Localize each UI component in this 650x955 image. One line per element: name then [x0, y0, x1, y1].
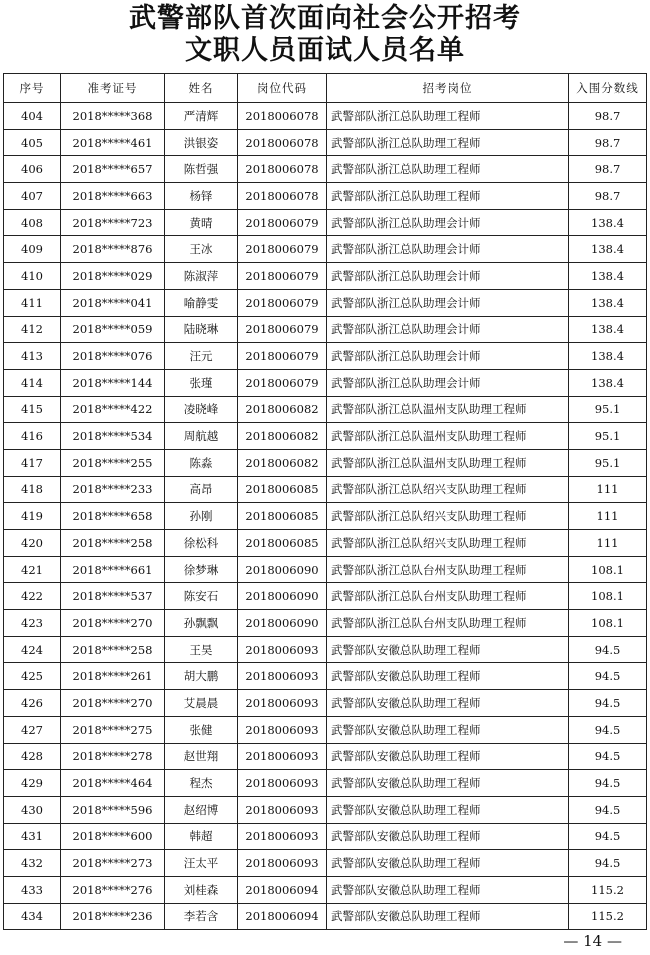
cell-exam-no: 2018*****276: [61, 876, 165, 903]
cell-seq: 419: [4, 503, 61, 530]
cell-name: 王冰: [165, 236, 238, 263]
cell-seq: 433: [4, 876, 61, 903]
cell-post-code: 2018006093: [238, 823, 327, 850]
cell-position: 武警部队安徽总队助理工程师: [327, 823, 569, 850]
table-row: [4, 129, 647, 156]
cell-post-code: 2018006079: [238, 209, 327, 236]
cell-seq: 424: [4, 636, 61, 663]
cell-cutoff: 94.5: [569, 823, 647, 850]
cell-exam-no: 2018*****076: [61, 343, 165, 370]
cell-position: 武警部队安徽总队助理工程师: [327, 903, 569, 930]
cell-post-code: 2018006093: [238, 716, 327, 743]
cell-post-code: 2018006085: [238, 503, 327, 530]
cell-cutoff: 111: [569, 503, 647, 530]
cell-seq: 415: [4, 396, 61, 423]
cell-name: 喻静雯: [165, 289, 238, 316]
table-row: [4, 316, 647, 343]
table-row: [4, 289, 647, 316]
cell-exam-no: 2018*****600: [61, 823, 165, 850]
cell-seq: 422: [4, 583, 61, 610]
table-row: [4, 103, 647, 130]
cell-name: 陈淑萍: [165, 263, 238, 290]
cell-seq: 414: [4, 369, 61, 396]
cell-name: 李若含: [165, 903, 238, 930]
cell-exam-no: 2018*****596: [61, 796, 165, 823]
cell-cutoff: 94.5: [569, 690, 647, 717]
cell-position: 武警部队浙江总队助理会计师: [327, 209, 569, 236]
table-row: [4, 209, 647, 236]
table-row: [4, 183, 647, 210]
cell-exam-no: 2018*****537: [61, 583, 165, 610]
cell-cutoff: 98.7: [569, 183, 647, 210]
cell-cutoff: 95.1: [569, 423, 647, 450]
cell-seq: 429: [4, 770, 61, 797]
cell-name: 陆晓琳: [165, 316, 238, 343]
cell-position: 武警部队浙江总队助理工程师: [327, 156, 569, 183]
cell-position: 武警部队浙江总队助理会计师: [327, 343, 569, 370]
cell-exam-no: 2018*****041: [61, 289, 165, 316]
cell-exam-no: 2018*****233: [61, 476, 165, 503]
cell-post-code: 2018006079: [238, 289, 327, 316]
cell-position: 武警部队浙江总队绍兴支队助理工程师: [327, 530, 569, 557]
cell-post-code: 2018006093: [238, 743, 327, 770]
cell-position: 武警部队安徽总队助理工程师: [327, 876, 569, 903]
cell-name: 赵绍博: [165, 796, 238, 823]
header-cutoff: 入围分数线: [569, 74, 647, 103]
cell-cutoff: 138.4: [569, 369, 647, 396]
cell-cutoff: 138.4: [569, 263, 647, 290]
cell-cutoff: 108.1: [569, 583, 647, 610]
cell-cutoff: 98.7: [569, 156, 647, 183]
cell-exam-no: 2018*****273: [61, 850, 165, 877]
cell-exam-no: 2018*****876: [61, 236, 165, 263]
cell-post-code: 2018006082: [238, 423, 327, 450]
cell-seq: 420: [4, 530, 61, 557]
cell-seq: 428: [4, 743, 61, 770]
cell-exam-no: 2018*****657: [61, 156, 165, 183]
cell-cutoff: 98.7: [569, 129, 647, 156]
cell-exam-no: 2018*****236: [61, 903, 165, 930]
cell-cutoff: 108.1: [569, 610, 647, 637]
table-header-row: [4, 74, 647, 103]
cell-seq: 417: [4, 449, 61, 476]
cell-post-code: 2018006093: [238, 850, 327, 877]
cell-seq: 426: [4, 690, 61, 717]
cell-exam-no: 2018*****144: [61, 369, 165, 396]
cell-name: 张瑾: [165, 369, 238, 396]
table-row: [4, 530, 647, 557]
cell-position: 武警部队安徽总队助理工程师: [327, 770, 569, 797]
cell-exam-no: 2018*****658: [61, 503, 165, 530]
cell-position: 武警部队浙江总队台州支队助理工程师: [327, 583, 569, 610]
header-exam-no: 准考证号: [61, 74, 165, 103]
table-row: [4, 583, 647, 610]
cell-cutoff: 94.5: [569, 636, 647, 663]
page-title: 武警部队首次面向社会公开招考: [129, 3, 521, 34]
cell-seq: 427: [4, 716, 61, 743]
cell-position: 武警部队浙江总队助理工程师: [327, 103, 569, 130]
cell-post-code: 2018006079: [238, 343, 327, 370]
cell-name: 陈淼: [165, 449, 238, 476]
page-subtitle: 文职人员面试人员名单: [185, 35, 465, 66]
cell-position: 武警部队浙江总队台州支队助理工程师: [327, 610, 569, 637]
cell-post-code: 2018006082: [238, 396, 327, 423]
cell-exam-no: 2018*****534: [61, 423, 165, 450]
cell-post-code: 2018006093: [238, 690, 327, 717]
cell-post-code: 2018006094: [238, 876, 327, 903]
cell-post-code: 2018006090: [238, 610, 327, 637]
cell-name: 刘桂森: [165, 876, 238, 903]
cell-seq: 409: [4, 236, 61, 263]
cell-name: 程杰: [165, 770, 238, 797]
cell-post-code: 2018006093: [238, 636, 327, 663]
cell-position: 武警部队安徽总队助理工程师: [327, 716, 569, 743]
cell-post-code: 2018006079: [238, 263, 327, 290]
table-row: [4, 903, 647, 930]
cell-name: 徐梦琳: [165, 556, 238, 583]
cell-cutoff: 98.7: [569, 103, 647, 130]
cell-seq: 423: [4, 610, 61, 637]
cell-seq: 416: [4, 423, 61, 450]
cell-name: 洪银姿: [165, 129, 238, 156]
cell-post-code: 2018006078: [238, 156, 327, 183]
cell-post-code: 2018006078: [238, 129, 327, 156]
cell-position: 武警部队浙江总队温州支队助理工程师: [327, 396, 569, 423]
cell-name: 严清辉: [165, 103, 238, 130]
cell-exam-no: 2018*****464: [61, 770, 165, 797]
cell-exam-no: 2018*****059: [61, 316, 165, 343]
table-row: [4, 743, 647, 770]
table-row: [4, 343, 647, 370]
table-body: [4, 103, 647, 930]
cell-cutoff: 94.5: [569, 796, 647, 823]
table-row: [4, 690, 647, 717]
cell-cutoff: 94.5: [569, 663, 647, 690]
cell-cutoff: 115.2: [569, 876, 647, 903]
cell-post-code: 2018006093: [238, 663, 327, 690]
cell-seq: 412: [4, 316, 61, 343]
cell-name: 陈安石: [165, 583, 238, 610]
header-name: 姓名: [165, 74, 238, 103]
cell-cutoff: 138.4: [569, 209, 647, 236]
cell-post-code: 2018006094: [238, 903, 327, 930]
table-row: [4, 796, 647, 823]
cell-exam-no: 2018*****275: [61, 716, 165, 743]
cell-exam-no: 2018*****029: [61, 263, 165, 290]
cell-cutoff: 138.4: [569, 343, 647, 370]
cell-name: 汪太平: [165, 850, 238, 877]
cell-cutoff: 111: [569, 530, 647, 557]
cell-name: 徐松科: [165, 530, 238, 557]
cell-position: 武警部队浙江总队助理会计师: [327, 263, 569, 290]
cell-seq: 434: [4, 903, 61, 930]
cell-position: 武警部队浙江总队绍兴支队助理工程师: [327, 503, 569, 530]
table-row: [4, 663, 647, 690]
cell-cutoff: 115.2: [569, 903, 647, 930]
cell-seq: 405: [4, 129, 61, 156]
cell-exam-no: 2018*****422: [61, 396, 165, 423]
header-position: 招考岗位: [327, 74, 569, 103]
cell-name: 韩超: [165, 823, 238, 850]
cell-post-code: 2018006085: [238, 476, 327, 503]
cell-cutoff: 94.5: [569, 716, 647, 743]
cell-exam-no: 2018*****270: [61, 610, 165, 637]
cell-post-code: 2018006093: [238, 796, 327, 823]
cell-name: 胡大鹏: [165, 663, 238, 690]
cell-exam-no: 2018*****461: [61, 129, 165, 156]
cell-seq: 404: [4, 103, 61, 130]
cell-position: 武警部队安徽总队助理工程师: [327, 690, 569, 717]
cell-seq: 406: [4, 156, 61, 183]
cell-position: 武警部队安徽总队助理工程师: [327, 850, 569, 877]
table-row: [4, 503, 647, 530]
cell-post-code: 2018006078: [238, 103, 327, 130]
cell-position: 武警部队浙江总队温州支队助理工程师: [327, 423, 569, 450]
cell-exam-no: 2018*****270: [61, 690, 165, 717]
cell-cutoff: 138.4: [569, 316, 647, 343]
table-row: [4, 449, 647, 476]
table-row: [4, 556, 647, 583]
cell-position: 武警部队安徽总队助理工程师: [327, 796, 569, 823]
interview-list-table: [3, 73, 647, 930]
cell-name: 张健: [165, 716, 238, 743]
table-row: [4, 850, 647, 877]
table-row: [4, 876, 647, 903]
cell-position: 武警部队浙江总队助理会计师: [327, 236, 569, 263]
cell-position: 武警部队浙江总队台州支队助理工程师: [327, 556, 569, 583]
table-row: [4, 823, 647, 850]
cell-name: 王昊: [165, 636, 238, 663]
cell-position: 武警部队浙江总队助理工程师: [327, 183, 569, 210]
table-row: [4, 263, 647, 290]
cell-position: 武警部队浙江总队绍兴支队助理工程师: [327, 476, 569, 503]
cell-seq: 425: [4, 663, 61, 690]
cell-cutoff: 95.1: [569, 396, 647, 423]
cell-seq: 431: [4, 823, 61, 850]
cell-seq: 430: [4, 796, 61, 823]
cell-exam-no: 2018*****368: [61, 103, 165, 130]
cell-seq: 408: [4, 209, 61, 236]
table-row: [4, 636, 647, 663]
cell-seq: 413: [4, 343, 61, 370]
cell-seq: 421: [4, 556, 61, 583]
table-row: [4, 423, 647, 450]
cell-position: 武警部队浙江总队温州支队助理工程师: [327, 449, 569, 476]
cell-name: 凌晓峰: [165, 396, 238, 423]
table-row: [4, 396, 647, 423]
cell-position: 武警部队安徽总队助理工程师: [327, 663, 569, 690]
cell-exam-no: 2018*****663: [61, 183, 165, 210]
table-row: [4, 476, 647, 503]
cell-name: 高昂: [165, 476, 238, 503]
cell-name: 赵世翔: [165, 743, 238, 770]
cell-seq: 418: [4, 476, 61, 503]
table-row: [4, 236, 647, 263]
cell-post-code: 2018006079: [238, 316, 327, 343]
cell-name: 孙飘飘: [165, 610, 238, 637]
header-post-code: 岗位代码: [238, 74, 327, 103]
cell-exam-no: 2018*****258: [61, 530, 165, 557]
cell-post-code: 2018006078: [238, 183, 327, 210]
table-row: [4, 156, 647, 183]
cell-post-code: 2018006085: [238, 530, 327, 557]
cell-seq: 407: [4, 183, 61, 210]
cell-exam-no: 2018*****278: [61, 743, 165, 770]
cell-name: 杨铎: [165, 183, 238, 210]
cell-exam-no: 2018*****258: [61, 636, 165, 663]
cell-exam-no: 2018*****661: [61, 556, 165, 583]
cell-name: 艾晨晨: [165, 690, 238, 717]
cell-name: 黄晴: [165, 209, 238, 236]
table-row: [4, 610, 647, 637]
table-row: [4, 770, 647, 797]
cell-exam-no: 2018*****723: [61, 209, 165, 236]
cell-cutoff: 94.5: [569, 850, 647, 877]
cell-exam-no: 2018*****255: [61, 449, 165, 476]
cell-position: 武警部队浙江总队助理会计师: [327, 369, 569, 396]
cell-post-code: 2018006090: [238, 556, 327, 583]
cell-position: 武警部队浙江总队助理工程师: [327, 129, 569, 156]
cell-post-code: 2018006079: [238, 369, 327, 396]
cell-post-code: 2018006082: [238, 449, 327, 476]
cell-post-code: 2018006093: [238, 770, 327, 797]
cell-cutoff: 138.4: [569, 236, 647, 263]
cell-position: 武警部队安徽总队助理工程师: [327, 743, 569, 770]
cell-cutoff: 94.5: [569, 743, 647, 770]
cell-seq: 410: [4, 263, 61, 290]
page-number: — 14 —: [563, 932, 622, 950]
cell-cutoff: 138.4: [569, 289, 647, 316]
cell-name: 周航越: [165, 423, 238, 450]
cell-exam-no: 2018*****261: [61, 663, 165, 690]
header-seq: 序号: [4, 74, 61, 103]
cell-position: 武警部队浙江总队助理会计师: [327, 289, 569, 316]
cell-position: 武警部队安徽总队助理工程师: [327, 636, 569, 663]
cell-cutoff: 95.1: [569, 449, 647, 476]
cell-name: 陈哲强: [165, 156, 238, 183]
cell-post-code: 2018006079: [238, 236, 327, 263]
table-row: [4, 716, 647, 743]
cell-name: 汪元: [165, 343, 238, 370]
cell-position: 武警部队浙江总队助理会计师: [327, 316, 569, 343]
cell-cutoff: 108.1: [569, 556, 647, 583]
cell-cutoff: 94.5: [569, 770, 647, 797]
cell-name: 孙刚: [165, 503, 238, 530]
cell-seq: 432: [4, 850, 61, 877]
table-row: [4, 369, 647, 396]
cell-seq: 411: [4, 289, 61, 316]
cell-post-code: 2018006090: [238, 583, 327, 610]
cell-cutoff: 111: [569, 476, 647, 503]
